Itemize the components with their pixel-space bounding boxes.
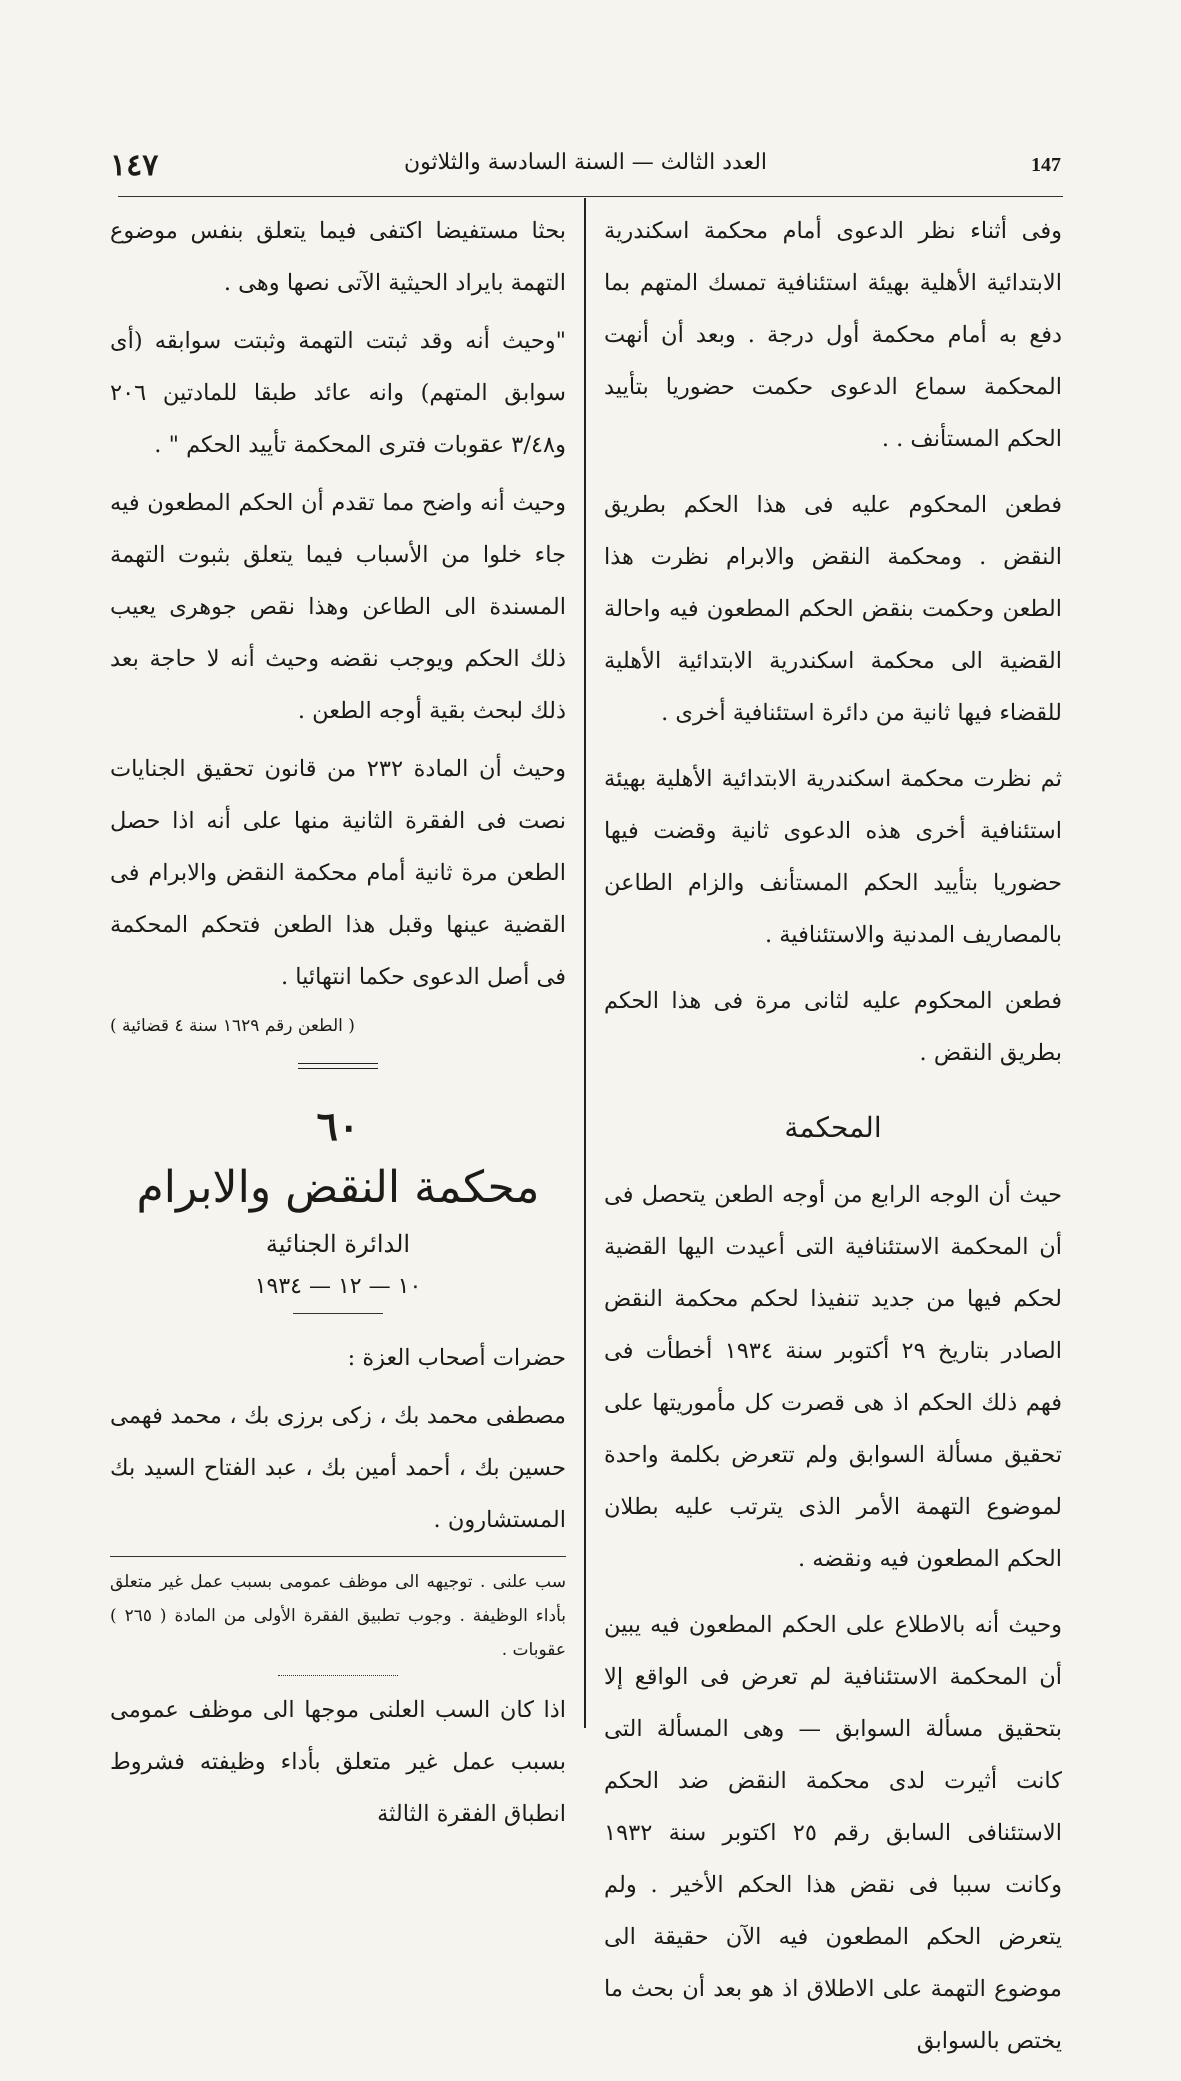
left-column [110,205,566,1854]
paragraph: وفى أثناء نظر الدعوى أمام محكمة اسكندرية الابتدائية الأهلية بهيئة استئنافية تمسك المتهم بما دفع به أمام محكمة أول درجة . وبعد أن أنهت المحكمة سماع الدعوى حكمت حضوريا بتأييد الحكم المستأنف . . [604,218,1062,452]
section-heading: المحكمة [784,1111,882,1144]
header-rule [118,196,1063,197]
page-header [110,140,1061,190]
court-name: محكمة النقض والابرام [136,1162,540,1213]
section-separator [298,1063,378,1069]
quoted-paragraph: "وحيث أنه وقد ثبتت التهمة وثبتت سوابقه (أى سوابق المتهم) وانه عائد طبقا للمادتين ٢٠٦ و٣/٤٨ عقوبات فترى المحكمة تأييد الحكم " . [110,328,566,458]
case-reference: ( الطعن رقم ١٦٢٩ سنة ٤ قضائية ) [110,1016,355,1036]
judges-intro: حضرات أصحاب العزة : [347,1345,566,1371]
judgment-date: ١٠ — ١٢ — ١٩٣٤ [254,1274,422,1299]
headnote: سب علنى . توجيهه الى موظف عمومى بسبب عمل غير متعلق بأداء الوظيفة . وجوب تطبيق الفقرة الأولى من المادة ( ٢٦٥ ) عقوبات . [110,1556,566,1667]
paragraph: ثم نظرت محكمة اسكندرية الابتدائية الأهلية بهيئة استئنافية أخرى هذه الدعوى ثانية وقضت فيها حضوريا بتأييد الحكم المستأنف والزام الطاعن بالمصاريف المدنية والاستئنافية . [604,766,1062,948]
paragraph: وحيث أن المادة ٢٣٢ من قانون تحقيق الجنايات نصت فى الفقرة الثانية منها على أنه اذا حصل الطعن مرة ثانية أمام محكمة النقض والابرام فى القضية عينها وقبل هذا الطعن فتحكم المحكمة فى أصل الدعوى حكما انتهائيا . [110,756,566,990]
page-number-latin: 147 [1031,154,1061,176]
case-number: ٦٠ [316,1103,360,1150]
paragraph: وحيث أنه بالاطلاع على الحكم المطعون فيه يبين أن المحكمة الاستئنافية لم تعرض فى الواقع إلا بتحقيق مسألة السوابق — وهى المسألة التى كانت أثيرت لدى محكمة النقض ضد الحكم الاستئنافى السابق رقم ٢٥ اكتوبر سنة ١٩٣٢ وكانت سببا فى نقض هذا الحكم الأخير . ولم يتعرض الحكم المطعون فيه الآن حقيقة الى موضوع التهمة على الاطلاق اذ هو بعد أن بحث ما يختص بالسوابق [604,1612,1062,2054]
paragraph: اذا كان السب العلنى موجها الى موظف عمومى بسبب عمل غير متعلق بأداء وظيفته فشروط انطباق الفقرة الثالثة [110,1697,566,1827]
circuit-name: الدائرة الجنائية [265,1230,411,1258]
column-divider [584,198,586,1728]
page-number-arabic: ١٤٧ [110,148,159,183]
paragraph: وحيث أنه واضح مما تقدم أن الحكم المطعون فيه جاء خلوا من الأسباب فيما يتعلق بثبوت التهمة المسندة الى الطاعن وهذا نقص جوهرى يعيب ذلك الحكم ويوجب نقضه وحيث أنه لا حاجة بعد ذلك لبحث بقية أوجه الطعن . [110,490,566,724]
paragraph: حيث أن الوجه الرابع من أوجه الطعن يتحصل فى أن المحكمة الاستئنافية التى أعيدت اليها القضية لحكم فيها من جديد تنفيذا لحكم محكمة النقض الصادر بتاريخ ٢٩ أكتوبر سنة ١٩٣٤ أخطأت فى فهم ذلك الحكم اذ هى قصرت كل مأموريتها على تحقيق مسألة السوابق ولم تتعرض بكلمة واحدة لموضوع التهمة الأمر الذى يترتب عليه بطلان الحكم المطعون فيه ونقضه . [604,1182,1063,1572]
right-column [604,205,1062,2081]
running-title: العدد الثالث — السنة السادسة والثلاثون [403,150,768,175]
rule [278,1675,398,1676]
judges-list: مصطفى محمد بك ، زكى برزى بك ، محمد فهمى حسين بك ، أحمد أمين بك ، عبد الفتاح السيد بك المستشارون . [110,1403,566,1533]
paragraph: فطعن المحكوم عليه فى هذا الحكم بطريق النقض . ومحكمة النقض والابرام نظرت هذا الطعن وحكمت بنقض الحكم المطعون فيه واحالة القضية الى محكمة اسكندرية الابتدائية الأهلية للقضاء فيها ثانية من دائرة استئنافية أخرى . [604,492,1062,726]
paragraph: بحثا مستفيضا اكتفى فيما يتعلق بنفس موضوع التهمة بايراد الحيثية الآتى نصها وهى . [110,218,566,296]
paragraph: فطعن المحكوم عليه لثانى مرة فى هذا الحكم بطريق النقض . [604,988,1062,1066]
rule [293,1313,383,1314]
